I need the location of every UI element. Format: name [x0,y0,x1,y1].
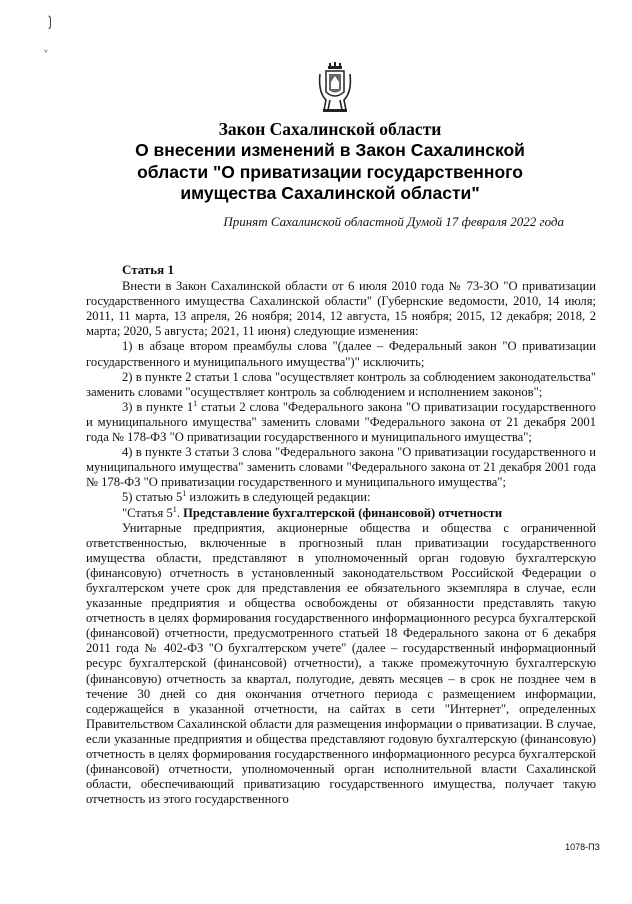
scan-mark: ❳ [44,14,56,30]
text-fragment: 5) статью 5 [122,490,183,505]
list-item-4: 4) в пункте 3 статьи 3 слова "Федерального закона "О приватизации государственного и муниципального имущества" заменить словами "Федерального закона от 21 декабря 2001 года № 178-ФЗ "О приватизации государственного и муниципального имущества"; [86,445,596,490]
law-title-line: О внесении изменений в Закон Сахалинской [135,140,525,160]
law-title-line: области "О приватизации государственного [137,161,523,182]
article-heading: Статья 1 [122,262,174,277]
document-code: 1078-ПЗ [565,842,600,852]
law-title-line: Закон Сахалинской области [218,119,442,139]
list-item-5 [86,490,596,505]
paragraph-intro: Внести в Закон Сахалинской области от 6 июля 2010 года № 73-ЗО "О приватизации государственного имущества Сахалинской области" (Губернские ведомости, 2010, 14 июля; 2011, 11 марта, 13 апреля, 26 ноября; 2014, 12 августа, 15 ноября; 2015, 12 декабря; 2018, 2 марта; 2020, 5 августа; 2021, 11 июня) следующие изменения: [86,279,596,339]
paragraph-main: Унитарные предприятия, акционерные общества и общества с ограниченной ответственностью, включенные в прогнозный план приватизации государственного имущества области, представляют в уполномоченный орган годовую бухгалтерскую (финансовую) отчетность в установленный законодательством Российской Федерации о бухгалтерском учете срок для представления ее обязательного экземпляра в случае, если указанные предприятия и общества освобождены от обязанности представлять такую отчетность в целях формирования государственного информационного ресурса бухгалтерской (финансовой) отчетности, предусмотренного статьей 18 Федерального закона от 6 декабря 2011 года № 402-ФЗ "О бухгалтерском учете" (далее – государственный информационный ресурс бухгалтерской (финансовой) отчетности), а также промежуточную бухгалтерскую (финансовую) отчетность за квартал, полугодие, девять месяцев – в срок не позднее чем в течение 30 дней со дня окончания отчетного периода с размещением информации, содержащейся в указанной отчетности, на сайтах в сети "Интернет", определенных Правительством Сахалинской области для размещения информации о приватизации. В случае, если указанные предприятия и общества представляют годовую бухгалтерскую (финансовую) отчетность в целях формирования государственного информационного ресурса бухгалтерской (финансовой) отчетности, уполномоченный орган исполнительной власти Сахалинской области, обеспечивающий приватизацию государственного имущества, получает такую отчетность из этого государственного [86,520,596,807]
text-fragment: изложить в следующей редакции: [186,490,371,505]
text-fragment: . [176,505,184,520]
text-fragment: статьи 2 слова "Федерального закона "О приватизации государственного и муниципального имущества" заменить словами "Федерального закона от 21 декабря 2001 года № 178-ФЗ "О приватизации государственного и муниципального имущества"; [86,399,596,445]
superscript: 1 [193,398,198,408]
law-title [90,118,570,205]
list-item-3 [86,400,596,445]
list-item-2: 2) в пункте 2 статьи 1 слова "осуществляет контроль за соблюдением законодательства" заменить словами "осуществляет контроль за соблюдением и исполнением законов"; [86,369,596,399]
superscript: 1 [182,489,187,499]
scan-mark: ᵛ [44,48,49,59]
text-fragment: "Статья 5 [122,505,173,520]
adoption-note: Принят Сахалинской областной Думой 17 февраля 2022 года [223,214,564,229]
coat-of-arms-emblem [318,62,352,114]
text-fragment: 3) в пункте 1 [122,399,194,414]
law-title-line: имущества Сахалинской области" [180,183,480,203]
superscript: 1 [172,504,177,514]
article-5-1-heading [86,506,596,521]
list-item-1: 1) в абзаце втором преамбулы слова "(далее – Федеральный закон "О приватизации государственного и муниципального имущества")" исключить; [86,339,596,369]
document-body [86,262,596,807]
article-title: Представление бухгалтерской (финансовой) отчетности [183,505,503,520]
